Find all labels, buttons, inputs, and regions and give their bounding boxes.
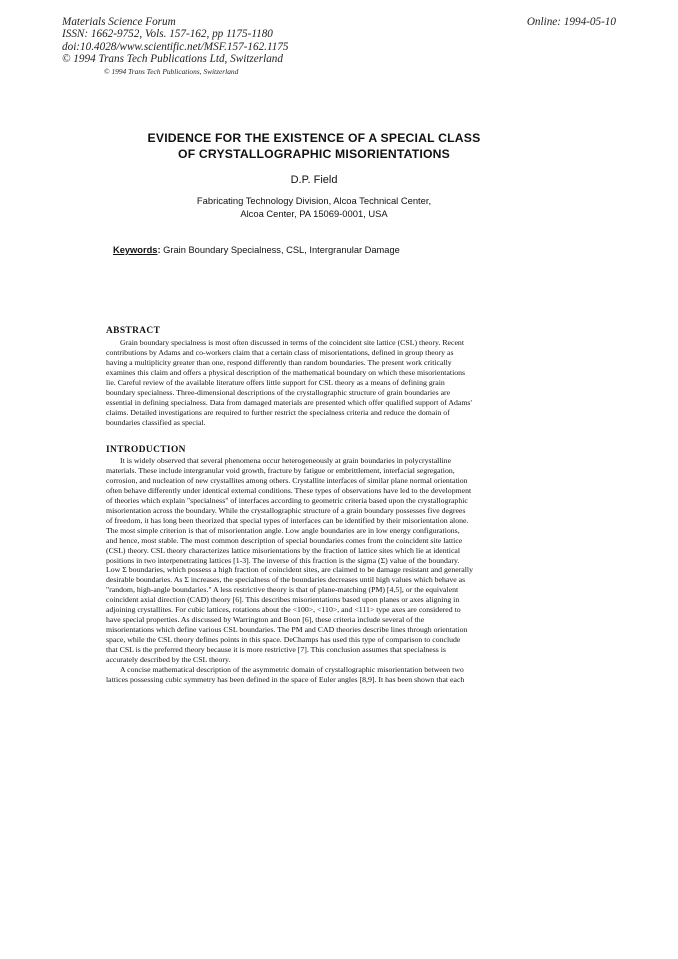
abstract-line: boundary specialness. Three-dimensional descriptions of the crystallographic structure of grain boundaries are (106, 387, 451, 397)
intro-line: have special properties. As discussed by Warrington and Boon [6], these criteria include several of the (106, 615, 425, 625)
intro-line: of freedom, it has long been theorized that special types of interfaces can be identified by their misorientation alone. (106, 515, 469, 525)
abstract-line: lie. Careful review of the available literature offers little support for CSL theory as a means of defining grain (106, 377, 445, 387)
abstract-line: examines this claim and offers a physical description of the mathematical boundary on which these misorientations (106, 367, 466, 377)
publisher-copyright: © 1994 Trans Tech Publications, Switzerland (104, 67, 239, 76)
intro-line: that CSL is the preferred theory because it is more restrictive [7]. This conclusion assumes that specialness is (106, 645, 446, 655)
title-line: OF CRYSTALLOGRAPHIC MISORIENTATIONS (178, 146, 450, 161)
intro-line: accurately described by the CSL theory. (106, 655, 231, 665)
intro-line: and hence, most stable. The most common description of special boundaries comes from the coincident site lattice (106, 535, 463, 545)
intro-line: positions in two interpenetrating lattices [1-3]. The inverse of this fraction is the sigma (Σ) value of the boundary. (106, 555, 460, 565)
doi-line: doi:10.4028/www.scientific.net/MSF.157-162.1175 (62, 40, 289, 53)
copyright-line: © 1994 Trans Tech Publications Ltd, Switzerland (62, 53, 283, 66)
affiliation-line: Fabricating Technology Division, Alcoa Technical Center, (196, 195, 432, 206)
affiliation (0, 195, 628, 220)
intro-line: "random, high-angle boundaries." A less restrictive theory is that of plane-matching (PM) [4,5], or the equivalent (106, 585, 459, 595)
intro-line: materials. These include intergranular void growth, fracture by fatigue or embrittlement, interfacial segregation, (106, 465, 455, 475)
intro-line: space, while the CSL theory defines points in this space. DeChamps has used this type of comparison to conclude (106, 635, 461, 645)
intro-line: coincident axial direction (CAD) theory [6]. This describes misorientations based upon planes or axes aligning in (106, 595, 460, 605)
journal-header (62, 16, 289, 66)
affiliation-line: Alcoa Center, PA 15069-0001, USA (240, 207, 388, 219)
abstract-line: Grain boundary specialness is most often discussed in terms of the coincident site lattice (CSL) theory. Recent (120, 338, 464, 347)
paper-title (0, 131, 628, 162)
journal-name: Materials Science Forum (62, 16, 176, 28)
title-line: EVIDENCE FOR THE EXISTENCE OF A SPECIAL CLASS (147, 131, 481, 145)
intro-line: Low Σ boundaries, which possess a high fraction of coincident sites, are claimed to be damage resistant and generally (106, 565, 473, 575)
online-date: Online: 1994-05-10 (526, 16, 616, 28)
keywords (113, 245, 400, 255)
intro-line: often behave differently under identical external conditions. These types of observations have led to the development (106, 485, 472, 495)
keywords-text: Grain Boundary Specialness, CSL, Intergranular Damage (160, 245, 400, 255)
intro-line: It is widely observed that several phenomena occur heterogeneously at grain boundaries in polycrystalline (120, 456, 452, 465)
introduction-heading: INTRODUCTION (106, 445, 186, 455)
keywords-label: Keywords (113, 245, 158, 255)
issn-line: ISSN: 1662-9752, Vols. 157-162, pp 1175-1180 (62, 28, 273, 41)
author-name: D.P. Field (290, 174, 338, 186)
intro-line: misorientation across the boundary. While the crystallographic structure of a grain boundary possesses five degrees (106, 505, 466, 515)
keywords-colon: : (157, 245, 161, 255)
intro-line: of theories which explain "specialness" of interfaces according to geometric criteria based upon the crystallographic (106, 495, 468, 505)
abstract-heading: ABSTRACT (106, 326, 161, 336)
intro-line: (CSL) theory. CSL theory characterizes lattice misorientations by the fraction of lattice sites which lie at identical (106, 545, 461, 555)
intro-line: lattices possessing cubic symmetry has been defined in the space of Euler angles [8,9]. It has been shown that each (106, 674, 465, 684)
intro-line: adjoining crystallites. For cubic lattices, rotations about the <100>, <110>, and <111> type axes are considered to (106, 605, 461, 615)
abstract-line: claims. Detailed investigations are required to further restrict the specialness criteria and reduce the domain of (106, 407, 450, 417)
introduction-body (106, 456, 580, 685)
abstract-body (106, 338, 580, 428)
intro-line: The most simple criterion is that of misorientation angle. Low angle boundaries are in low energy configurations, (106, 525, 460, 535)
abstract-line: essential in defining specialness. Data from damaged materials are presented which offer qualified support of Adams' (106, 397, 472, 407)
intro-line: misorientations which define various CSL boundaries. The PM and CAD theories describe lines through orientation (106, 625, 468, 635)
intro-line: corrosion, and nucleation of new crystallites among others. Crystallite interfaces of similar plane normal orientation (106, 475, 468, 485)
intro-line: desirable boundaries. As Σ increases, the specialness of the boundaries decreases until high values which behave as (106, 575, 466, 585)
abstract-line: contributions by Adams and co-workers claim that a certain class of misorientations, defined in group theory as (106, 347, 454, 357)
abstract-line: having a multiplicity greater than one, respond differently than random boundaries. The present work critically (106, 357, 452, 367)
abstract-line: boundaries classified as special. (106, 417, 206, 427)
intro-line: A concise mathematical description of the asymmetric domain of crystallographic misorientation between two (120, 665, 464, 675)
